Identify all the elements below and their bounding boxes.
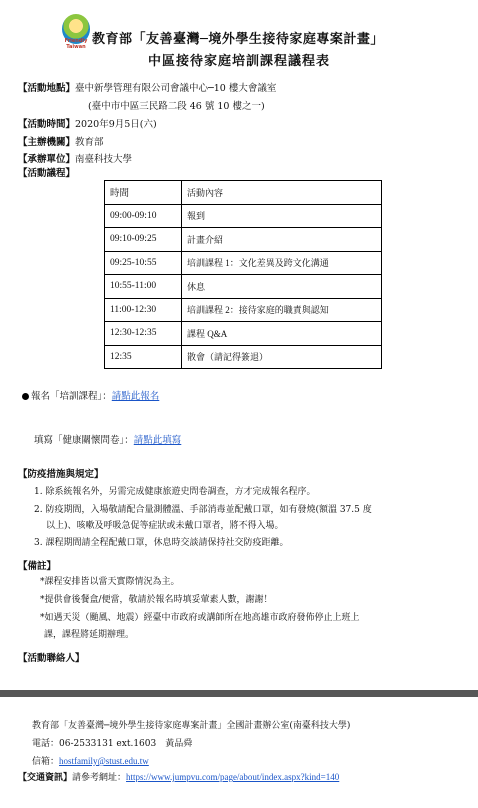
transport-row — [18, 770, 339, 783]
prevention-item: 2. 防疫期間，入場敬請配合量測體溫、手部消毒並配戴口罩，如有發燒(額溫 37.5 度 — [34, 505, 372, 515]
footer-phone: 電話：06-2533131 ext.1603 黃品舜 — [32, 739, 193, 749]
prevention-item: 3. 課程期間請全程配戴口罩，休息時交談請保持社交防疫距離。 — [34, 538, 289, 548]
note-item: *如遇天災（颱風、地震）經臺中市政府或講師所在地高雄市政府發佈停止上班上 — [40, 613, 360, 623]
table-row — [105, 275, 382, 299]
notes-heading: 【備註】 — [18, 561, 57, 572]
prevention-heading: 【防疫措施與規定】 — [18, 469, 104, 480]
health-survey-row — [34, 432, 181, 446]
table-row — [105, 298, 382, 322]
organizer-value: 教育部 — [75, 137, 104, 148]
bullet-icon — [22, 393, 29, 400]
row-time: 09:25-10:55 — [105, 251, 182, 275]
transport-label: 【交通資訊】 — [18, 773, 73, 783]
page-title: 教育部「友善臺灣─境外學生接待家庭專案計畫」 — [92, 32, 384, 47]
row-time: 12:35 — [105, 345, 182, 369]
contact-heading: 【活動聯絡人】 — [18, 653, 85, 664]
course-registration-label: 報名「培訓課程」： — [31, 391, 112, 402]
note-item: *提供會後餐盒/便當，敬請於報名時填妥葷素人數，謝謝！ — [40, 595, 273, 605]
time-row — [18, 116, 157, 130]
schedule-table — [104, 180, 382, 369]
row-time: 09:00-09:10 — [105, 204, 182, 228]
footer-email-label: 信箱： — [32, 757, 60, 767]
course-registration-link[interactable]: 請點此報名 — [111, 391, 160, 402]
time-value: 2020年9月5日(六) — [75, 119, 157, 130]
transport-link[interactable]: https://www.jumpvu.com/page/about/index.aspx?kind=140 — [126, 772, 340, 782]
footer-email-row — [32, 754, 149, 767]
row-time: 12:30-12:35 — [105, 322, 182, 346]
health-survey-link[interactable]: 請點此填寫 — [133, 435, 182, 446]
footer-divider — [0, 690, 478, 697]
table-row — [105, 322, 382, 346]
page-subtitle: 中區接待家庭培訓課程議程表 — [147, 54, 330, 69]
row-time: 10:55-11:00 — [105, 275, 182, 299]
note-item: 課，課程將延期辦理。 — [44, 630, 135, 640]
prevention-item: 以上)、咳嗽及呼吸急促等症狀或未戴口罩者，將不得入場。 — [46, 521, 284, 531]
column-header-time: 時間 — [105, 181, 182, 205]
row-content: 培訓課程 2：接待家庭的職責與認知 — [182, 298, 382, 322]
transport-prefix: 請參考網址： — [72, 773, 127, 783]
table-header-row — [105, 181, 382, 205]
health-survey-label: 填寫「健康關懷問卷」： — [34, 435, 134, 446]
venue-value: 臺中新學管理有限公司會議中心─10 樓大會議室 — [75, 83, 277, 94]
host-label: 【承辦單位】 — [18, 154, 76, 165]
logo-text: Friendly Taiwan — [64, 38, 88, 50]
host-value: 南臺科技大學 — [75, 154, 133, 165]
venue-row — [18, 80, 276, 94]
table-row — [105, 345, 382, 369]
row-content: 報到 — [182, 204, 382, 228]
table-row — [105, 251, 382, 275]
row-time: 09:10-09:25 — [105, 228, 182, 252]
row-content: 培訓課程 1：文化差異及跨文化溝通 — [182, 251, 382, 275]
table-row — [105, 228, 382, 252]
time-label: 【活動時間】 — [18, 119, 76, 130]
row-content: 計畫介紹 — [182, 228, 382, 252]
table-row — [105, 204, 382, 228]
note-item: *課程安排皆以當天實際情況為主。 — [40, 577, 180, 587]
row-content: 休息 — [182, 275, 382, 299]
row-time: 11:00-12:30 — [105, 298, 182, 322]
organizer-row — [18, 134, 104, 148]
footer-email-link[interactable]: hostfamily@stust.edu.tw — [59, 756, 149, 766]
footer-office: 教育部「友善臺灣─境外學生接待家庭專案計畫」全國計畫辦公室(南臺科技大學) — [32, 721, 351, 731]
host-row — [18, 151, 132, 165]
venue-label: 【活動地點】 — [18, 83, 76, 94]
row-content: 課程 Q&A — [182, 322, 382, 346]
column-header-content: 活動內容 — [182, 181, 382, 205]
prevention-item: 1. 除系統報名外，另需完成健康旅遊史問卷調查，方才完成報名程序。 — [34, 487, 316, 497]
course-registration-row — [22, 388, 159, 402]
organizer-label: 【主辦機關】 — [18, 137, 76, 148]
agenda-label: 【活動議程】 — [18, 168, 76, 179]
venue-address: (臺中市中區三民路二段 46 號 10 樓之一) — [88, 101, 265, 112]
row-content: 散會（請記得簽退） — [182, 345, 382, 369]
